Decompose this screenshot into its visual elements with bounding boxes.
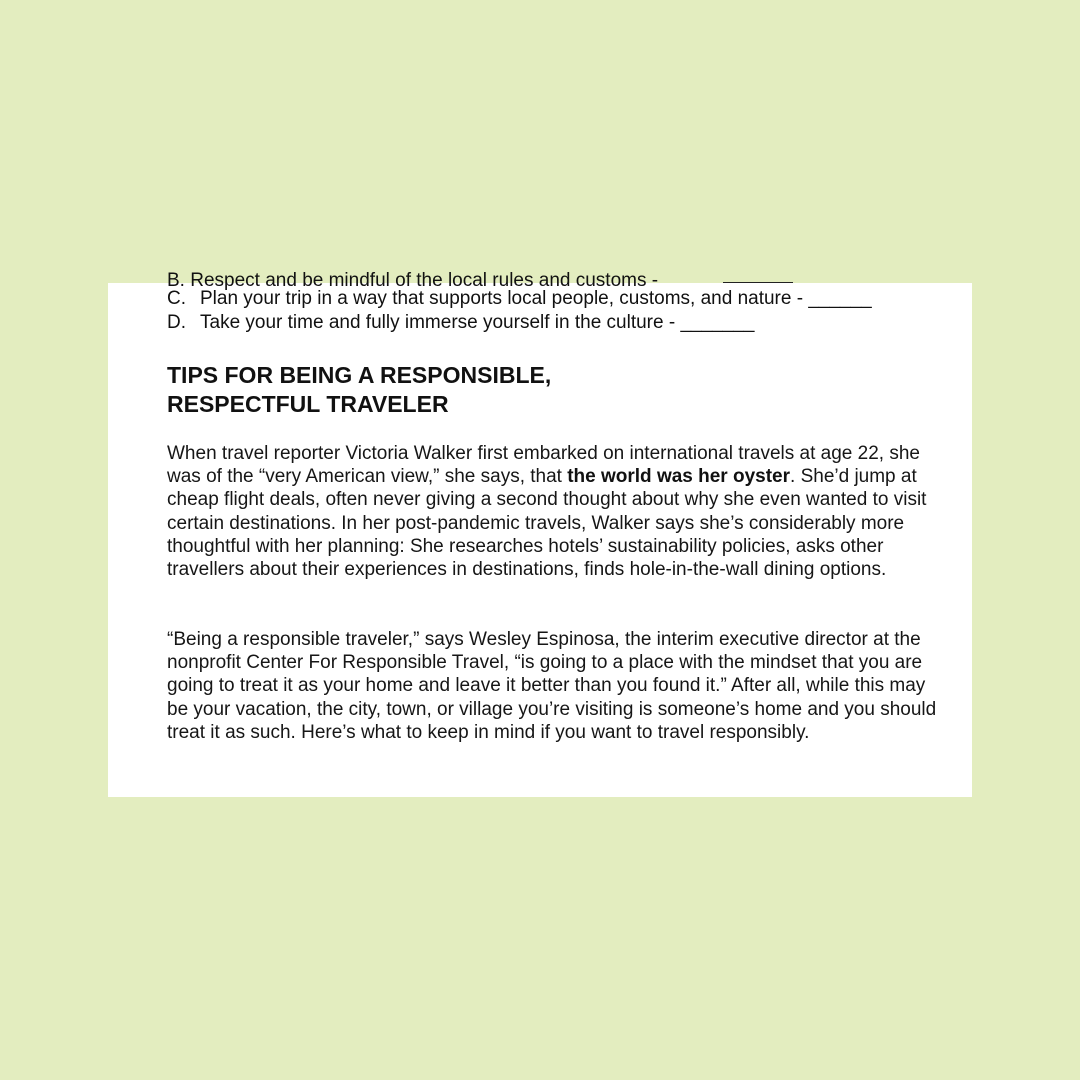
list-item [167, 311, 967, 335]
document-page [108, 270, 972, 797]
paragraph-text: . She’d jump at cheap flight deals, often never giving a second thought about why she even wanted to visit certain destinations. In her post-pandemic travels, Walker says she’s considerably more thoughtful with her planning: She researches hotels’ sustainability policies, asks other travellers about their experiences in destinations, finds hole-in-the-wall dining options. [167, 466, 927, 581]
paragraph-walker [167, 442, 937, 581]
section-heading [167, 361, 927, 419]
list-item-text: Take your time and fully immerse yourself in the culture - _______ [200, 312, 755, 333]
list-item [167, 287, 967, 311]
paragraph-text: When travel reporter Victoria Walker first embarked on international travels at age 22, she was of the “very American view,” she says, that [167, 443, 920, 488]
list-item-letter: C. [167, 288, 186, 309]
answer-list [167, 287, 967, 335]
clipped-list-item-text: B. Respect and be mindful of the local rules and customs - [167, 270, 659, 291]
list-item-letter: D. [167, 312, 186, 333]
list-item-text: Plan your trip in a way that supports local people, customs, and nature - ______ [200, 288, 872, 309]
bold-phrase: the world was her oyster [567, 466, 791, 488]
paragraph-espinosa: “Being a responsible traveler,” says Wesley Espinosa, the interim executive director at the nonprofit Center For Responsible Travel, “is going to a place with the mindset that you are going to treat it as your home and leave it better than you found it.” After all, while this may be your vacation, the city, town, or village you’re visiting is someone’s home and you should treat it as such. Here’s what to keep in mind if you want to travel responsibly. [167, 629, 937, 743]
clipped-list-item [167, 269, 947, 291]
section-heading-line-1: TIPS FOR BEING A RESPONSIBLE, [167, 362, 552, 388]
section-heading-line-2: RESPECTFUL TRAVELER [167, 391, 449, 417]
answer-blank [723, 282, 793, 283]
